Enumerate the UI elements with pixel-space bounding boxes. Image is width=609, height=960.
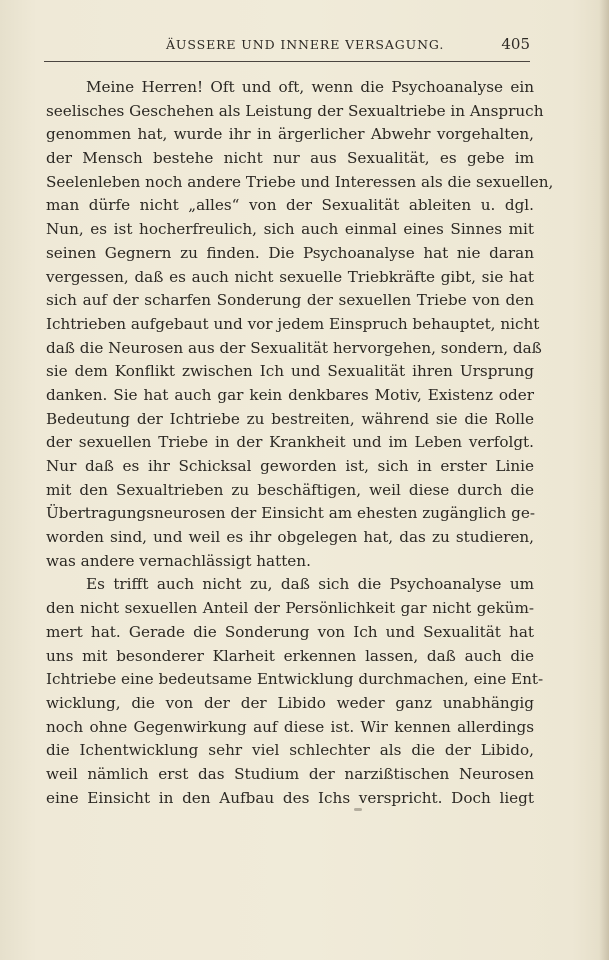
text-line: Seelenleben noch andere Triebe und Interessen als die sexuellen, <box>46 172 554 191</box>
header-rule <box>44 61 530 62</box>
text-line: weil nämlich erst das Studium der narzißtischen Neurosen <box>46 764 534 783</box>
text-line: mit den Sexualtrieben zu beschäftigen, weil diese durch die <box>46 480 534 499</box>
text-line: vergessen, daß es auch nicht sexuelle Triebkräfte gibt, sie hat <box>46 267 534 286</box>
text-line: Nun, es ist hocherfreulich, sich auch einmal eines Sinnes mit <box>46 220 534 239</box>
text-line: der Mensch bestehe nicht nur aus Sexualität, es gebe im <box>46 149 534 168</box>
running-title: ÄUSSERE UND INNERE VERSAGUNG. <box>166 37 445 52</box>
text-line: seinen Gegnern zu finden. Die Psychoanalyse hat nie daran <box>46 243 534 262</box>
page-edge-shadow <box>599 0 609 960</box>
ink-speck <box>354 808 362 811</box>
text-line: sie dem Konflikt zwischen Ich und Sexualität ihren Ursprung <box>46 362 534 381</box>
text-line: danken. Sie hat auch gar kein denkbares Motiv, Existenz oder <box>46 385 534 404</box>
text-line: den nicht sexuellen Anteil der Persönlichkeit gar nicht geküm- <box>46 599 534 618</box>
text-line: man dürfe nicht „alles“ von der Sexualität ableiten u. dgl. <box>46 196 534 215</box>
running-header <box>44 35 530 57</box>
text-line: uns mit besonderer Klarheit erkennen lassen, daß auch die <box>46 646 534 665</box>
text-line: Es trifft auch nicht zu, daß sich die Psychoanalyse um <box>86 575 534 594</box>
text-line: was andere vernachlässigt hatten. <box>46 551 311 570</box>
text-line: eine Einsicht in den Aufbau des Ichs verspricht. Doch liegt <box>46 788 534 807</box>
text-line: der sexuellen Triebe in der Krankheit und im Leben verfolgt. <box>46 433 534 452</box>
text-line: daß die Neurosen aus der Sexualität hervorgehen, sondern, daß <box>46 338 542 357</box>
text-line: die Ichentwicklung sehr viel schlechter als die der Libido, <box>46 741 534 760</box>
text-line: wicklung, die von der der Libido weder ganz unabhängig <box>46 693 534 712</box>
text-line: genommen hat, wurde ihr in ärgerlicher Abwehr vorgehalten, <box>46 125 534 144</box>
text-line: Ichtrieben aufgebaut und vor jedem Einspruch behauptet, nicht <box>46 314 540 333</box>
text-line: worden sind, und weil es ihr obgelegen hat, das zu studieren, <box>46 528 534 547</box>
text-line: Ichtriebe eine bedeutsame Entwicklung durchmachen, eine Ent- <box>46 670 544 689</box>
text-line: Meine Herren! Oft und oft, wenn die Psychoanalyse ein <box>86 78 534 96</box>
text-line: Nur daß es ihr Schicksal geworden ist, sich in erster Linie <box>46 457 534 475</box>
text-line: sich auf der scharfen Sonderung der sexuellen Triebe von den <box>46 291 534 310</box>
page-number: 405 <box>501 35 530 53</box>
text-line: seelisches Geschehen als Leistung der Sexualtriebe in Anspruch <box>46 101 544 120</box>
text-line: Bedeutung der Ichtriebe zu bestreiten, während sie die Rolle <box>46 409 534 428</box>
body-text <box>46 76 554 810</box>
text-line: mert hat. Gerade die Sonderung von Ich und Sexualität hat <box>46 622 534 641</box>
text-line: noch ohne Gegenwirkung auf diese ist. Wir kennen allerdings <box>46 717 534 736</box>
text-line: Übertragungsneurosen der Einsicht am ehesten zugänglich ge- <box>46 504 535 523</box>
